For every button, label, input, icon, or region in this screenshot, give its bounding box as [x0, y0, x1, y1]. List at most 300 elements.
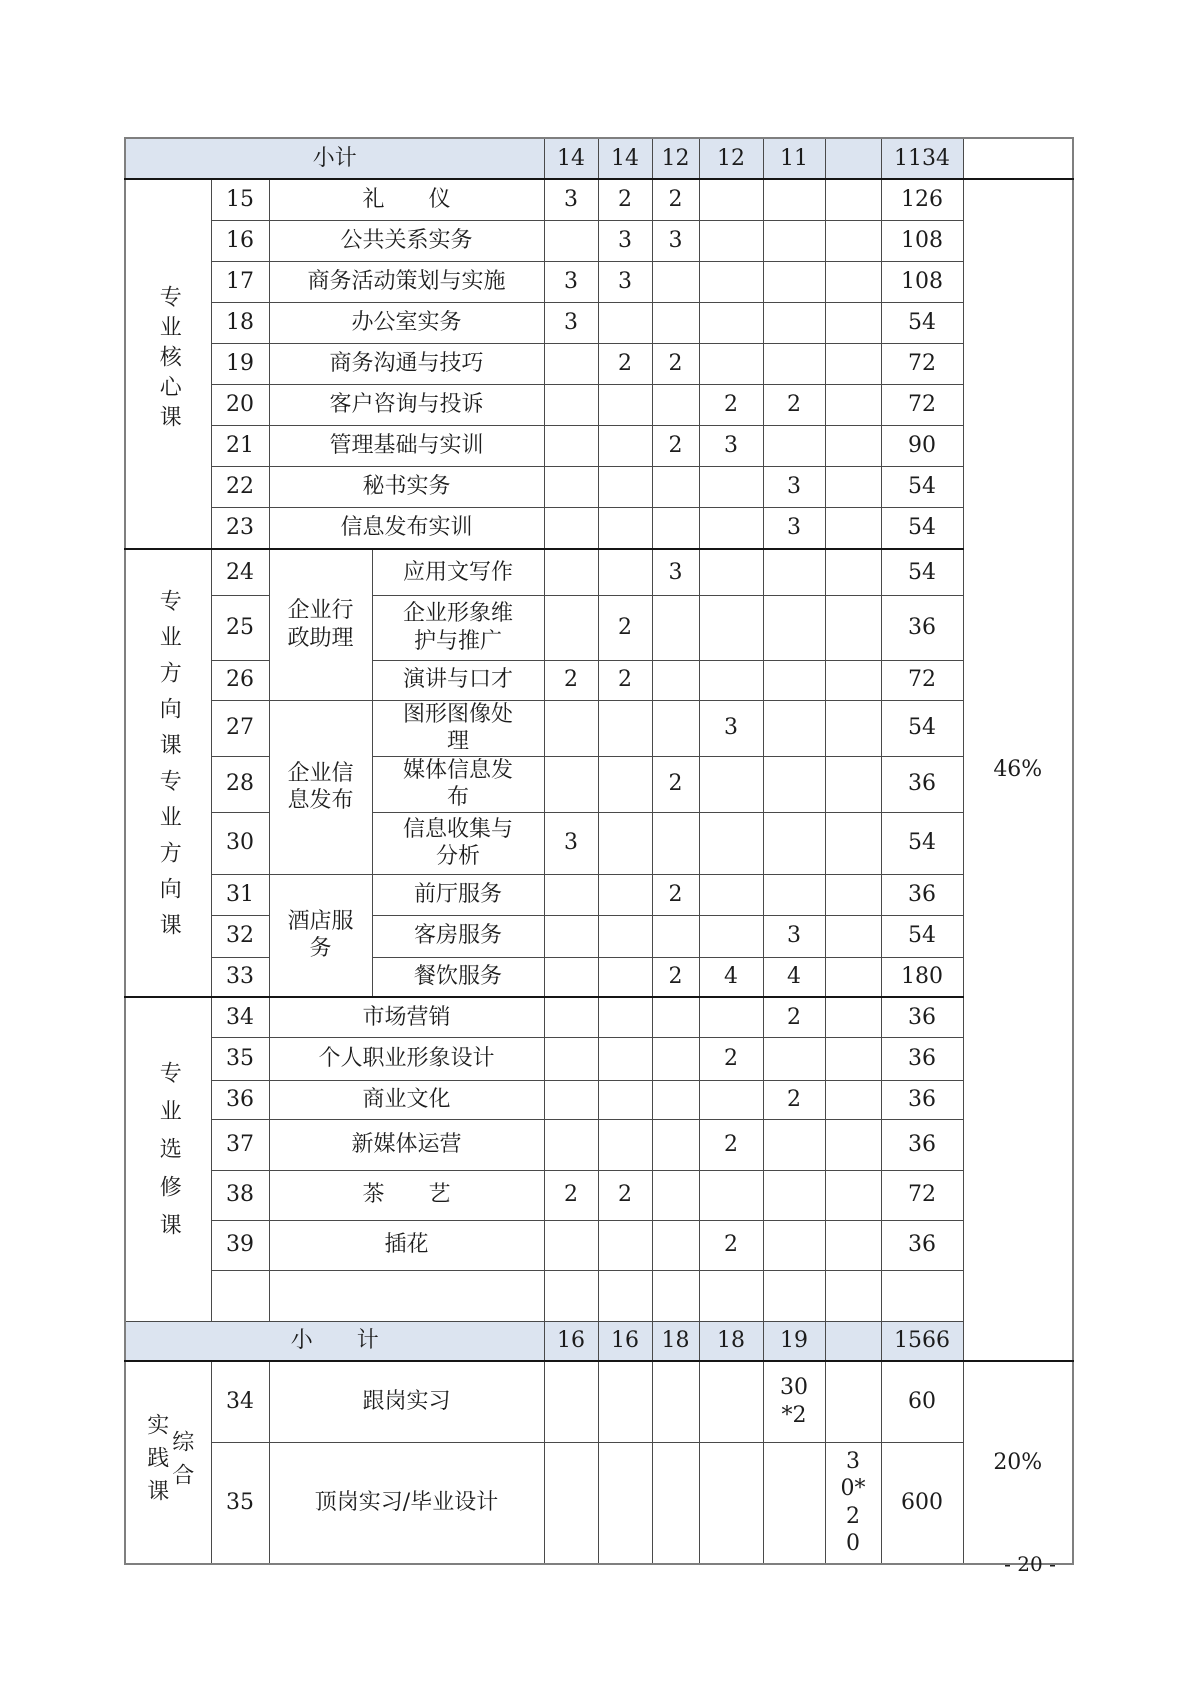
subtotal-bottom-label: 小 计	[125, 1321, 544, 1361]
course-name-cell	[269, 1270, 544, 1321]
weekly-hours-cell	[825, 1080, 881, 1119]
weekly-hours-cell	[825, 261, 881, 302]
weekly-hours-cell	[544, 549, 598, 595]
group-cell-core	[125, 179, 211, 549]
course-name-cell: 应用文写作	[372, 549, 544, 595]
table-row	[125, 343, 1073, 384]
weekly-hours-cell	[652, 466, 699, 507]
weekly-hours-cell	[652, 1080, 699, 1119]
subgroup-label: 综合	[168, 1429, 194, 1496]
page-number: - 20 -	[1004, 1552, 1056, 1576]
row-number-cell: 19	[211, 343, 269, 384]
row-number-cell: 32	[211, 915, 269, 957]
percent-cell-bottom: 20%	[963, 1361, 1073, 1564]
total-hours-cell: 54	[881, 466, 963, 507]
percent-cell-mid: 46%	[963, 179, 1073, 1361]
weekly-hours-cell	[598, 957, 652, 997]
row-number-cell: 17	[211, 261, 269, 302]
weekly-hours-cell	[825, 1442, 881, 1564]
weekly-hours-cell	[763, 343, 825, 384]
weekly-hours-cell	[652, 1119, 699, 1170]
course-name-cell: 餐饮服务	[372, 957, 544, 997]
weekly-hours-cell	[825, 425, 881, 466]
weekly-hours-cell	[825, 384, 881, 425]
weekly-hours-cell: 3	[598, 220, 652, 261]
weekly-hours-cell	[598, 1220, 652, 1270]
weekly-hours-cell	[763, 595, 825, 660]
weekly-hours-cell: 2	[699, 1119, 763, 1170]
total-hours-cell: 1566	[881, 1321, 963, 1361]
weekly-hours-cell	[825, 812, 881, 874]
weekly-hours-cell	[825, 1220, 881, 1270]
weekly-hours-cell: 19	[763, 1321, 825, 1361]
weekly-hours-cell	[699, 660, 763, 700]
practice-group-labels	[126, 1413, 211, 1512]
row-number-cell: 18	[211, 302, 269, 343]
total-hours-cell: 36	[881, 1080, 963, 1119]
course-name-cell: 管理基础与实训	[269, 425, 544, 466]
weekly-hours-cell	[825, 138, 881, 179]
row-number-cell: 22	[211, 466, 269, 507]
weekly-hours-cell: 18	[652, 1321, 699, 1361]
weekly-hours-cell	[652, 812, 699, 874]
table-row	[125, 1442, 1073, 1564]
weekly-hours-cell: 4	[763, 957, 825, 997]
weekly-hours-value: 30*20	[840, 1448, 866, 1557]
table-row	[125, 874, 1073, 915]
table-row	[125, 957, 1073, 997]
total-hours-cell: 54	[881, 507, 963, 549]
weekly-hours-cell	[652, 915, 699, 957]
weekly-hours-cell	[544, 997, 598, 1037]
total-hours-cell: 54	[881, 915, 963, 957]
group-label: 专业核心课	[156, 285, 182, 436]
weekly-hours-cell	[699, 466, 763, 507]
weekly-hours-cell: 11	[763, 138, 825, 179]
weekly-hours-cell	[825, 1170, 881, 1220]
weekly-hours-cell	[652, 1361, 699, 1442]
weekly-hours-cell: 2	[652, 425, 699, 466]
table-row	[125, 384, 1073, 425]
weekly-hours-cell	[763, 660, 825, 700]
weekly-hours-cell	[544, 220, 598, 261]
table-row	[125, 756, 1073, 812]
weekly-hours-cell	[825, 1119, 881, 1170]
weekly-hours-cell: 3	[544, 302, 598, 343]
total-hours-cell: 126	[881, 179, 963, 220]
weekly-hours-cell	[544, 466, 598, 507]
course-name-cell: 个人职业形象设计	[269, 1037, 544, 1080]
total-hours-cell: 36	[881, 595, 963, 660]
total-hours-cell: 90	[881, 425, 963, 466]
row-number-cell: 38	[211, 1170, 269, 1220]
weekly-hours-cell	[598, 302, 652, 343]
weekly-hours-cell	[825, 1270, 881, 1321]
weekly-hours-cell	[598, 915, 652, 957]
weekly-hours-cell	[544, 1361, 598, 1442]
weekly-hours-cell: 18	[699, 1321, 763, 1361]
weekly-hours-cell	[825, 595, 881, 660]
weekly-hours-cell	[825, 915, 881, 957]
total-hours-cell: 72	[881, 1170, 963, 1220]
weekly-hours-cell	[763, 1220, 825, 1270]
weekly-hours-cell	[825, 957, 881, 997]
weekly-hours-cell	[763, 261, 825, 302]
weekly-hours-cell	[825, 466, 881, 507]
weekly-hours-cell	[699, 343, 763, 384]
weekly-hours-cell	[598, 1270, 652, 1321]
row-number-cell: 35	[211, 1037, 269, 1080]
weekly-hours-cell: 2	[544, 660, 598, 700]
row-number-cell: 20	[211, 384, 269, 425]
weekly-hours-cell: 3	[763, 507, 825, 549]
course-name-cell: 商务沟通与技巧	[269, 343, 544, 384]
group-label: 专业方向课专业方向课	[156, 589, 182, 950]
weekly-hours-cell: 14	[598, 138, 652, 179]
row-number-cell: 36	[211, 1080, 269, 1119]
table-row	[125, 1119, 1073, 1170]
row-number-cell: 37	[211, 1119, 269, 1170]
group-cell-direction	[125, 549, 211, 997]
course-name-cell: 客房服务	[372, 915, 544, 957]
weekly-hours-cell: 14	[544, 138, 598, 179]
course-name-cell: 商业文化	[269, 1080, 544, 1119]
weekly-hours-cell	[544, 1080, 598, 1119]
weekly-hours-cell: 2	[699, 1220, 763, 1270]
weekly-hours-cell: 3	[544, 179, 598, 220]
weekly-hours-cell	[699, 1270, 763, 1321]
course-name-cell: 客户咨询与投诉	[269, 384, 544, 425]
weekly-hours-cell: 2	[544, 1170, 598, 1220]
weekly-hours-cell	[544, 507, 598, 549]
table-row	[125, 466, 1073, 507]
total-hours-cell: 36	[881, 1037, 963, 1080]
weekly-hours-cell	[699, 220, 763, 261]
weekly-hours-cell	[699, 756, 763, 812]
weekly-hours-cell	[763, 302, 825, 343]
total-hours-cell	[881, 1270, 963, 1321]
table-row	[125, 220, 1073, 261]
weekly-hours-cell	[652, 1037, 699, 1080]
weekly-hours-cell	[652, 261, 699, 302]
group-cell-practice	[125, 1361, 211, 1564]
weekly-hours-cell	[544, 915, 598, 957]
weekly-hours-cell: 3	[598, 261, 652, 302]
weekly-hours-cell: 2	[763, 384, 825, 425]
row-number-cell: 30	[211, 812, 269, 874]
weekly-hours-cell	[763, 179, 825, 220]
weekly-hours-cell	[763, 1270, 825, 1321]
row-number-cell: 25	[211, 595, 269, 660]
total-hours-cell: 60	[881, 1361, 963, 1442]
row-number-cell	[211, 1270, 269, 1321]
table-row	[125, 660, 1073, 700]
subtotal-row-bottom	[125, 1321, 1073, 1361]
weekly-hours-cell	[699, 812, 763, 874]
weekly-hours-cell	[825, 660, 881, 700]
course-name-cell: 媒体信息发布	[372, 756, 544, 812]
weekly-hours-cell	[825, 700, 881, 756]
weekly-hours-cell	[825, 302, 881, 343]
row-number-cell: 16	[211, 220, 269, 261]
total-hours-cell: 36	[881, 874, 963, 915]
weekly-hours-cell: 12	[652, 138, 699, 179]
weekly-hours-cell	[699, 874, 763, 915]
weekly-hours-cell	[699, 261, 763, 302]
total-hours-cell: 108	[881, 220, 963, 261]
weekly-hours-cell	[544, 384, 598, 425]
weekly-hours-cell	[652, 1220, 699, 1270]
weekly-hours-cell	[652, 1270, 699, 1321]
table-row	[125, 549, 1073, 595]
weekly-hours-cell: 3	[544, 261, 598, 302]
weekly-hours-cell	[699, 179, 763, 220]
total-hours-cell: 54	[881, 700, 963, 756]
weekly-hours-cell: 2	[598, 1170, 652, 1220]
table-row	[125, 1361, 1073, 1442]
table-row	[125, 302, 1073, 343]
curriculum-table	[124, 137, 1074, 1565]
weekly-hours-cell	[598, 1037, 652, 1080]
total-hours-cell: 1134	[881, 138, 963, 179]
weekly-hours-cell: 12	[699, 138, 763, 179]
weekly-hours-cell: 3	[699, 700, 763, 756]
weekly-hours-cell: 2	[598, 595, 652, 660]
course-name-cell: 信息发布实训	[269, 507, 544, 549]
course-name-cell: 新媒体运营	[269, 1119, 544, 1170]
weekly-hours-cell	[544, 1270, 598, 1321]
subgroup-cell: 企业行政助理	[269, 549, 372, 700]
row-number-cell: 33	[211, 957, 269, 997]
weekly-hours-cell	[699, 1080, 763, 1119]
weekly-hours-cell: 2	[652, 874, 699, 915]
table-row	[125, 915, 1073, 957]
group-cell-elective	[125, 997, 211, 1321]
course-name-cell: 图形图像处理	[372, 700, 544, 756]
weekly-hours-cell	[544, 343, 598, 384]
weekly-hours-cell	[825, 756, 881, 812]
course-name-cell: 前厅服务	[372, 874, 544, 915]
row-number-cell: 26	[211, 660, 269, 700]
total-hours-cell: 72	[881, 343, 963, 384]
total-hours-cell: 600	[881, 1442, 963, 1564]
course-name-cell: 市场营销	[269, 997, 544, 1037]
weekly-hours-cell	[598, 997, 652, 1037]
weekly-hours-cell	[699, 507, 763, 549]
weekly-hours-cell	[652, 700, 699, 756]
weekly-hours-cell: 2	[763, 1080, 825, 1119]
table-row	[125, 1037, 1073, 1080]
weekly-hours-cell	[699, 997, 763, 1037]
weekly-hours-cell	[544, 595, 598, 660]
weekly-hours-cell: 2	[652, 957, 699, 997]
weekly-hours-cell: 3	[699, 425, 763, 466]
weekly-hours-cell	[763, 1361, 825, 1442]
weekly-hours-cell	[652, 1170, 699, 1220]
subgroup-cell: 企业信息发布	[269, 700, 372, 874]
weekly-hours-cell	[598, 384, 652, 425]
weekly-hours-cell	[699, 1170, 763, 1220]
weekly-hours-cell: 3	[763, 915, 825, 957]
weekly-hours-cell	[598, 549, 652, 595]
weekly-hours-cell	[763, 1037, 825, 1080]
total-hours-cell: 54	[881, 812, 963, 874]
subtotal-top-label: 小计	[125, 138, 544, 179]
course-name-cell: 演讲与口才	[372, 660, 544, 700]
group-label: 专业选修课	[156, 1060, 182, 1251]
weekly-hours-cell: 3	[652, 220, 699, 261]
course-name-cell: 企业形象维护与推广	[372, 595, 544, 660]
weekly-hours-cell	[544, 700, 598, 756]
total-hours-cell: 36	[881, 1220, 963, 1270]
weekly-hours-cell	[652, 302, 699, 343]
weekly-hours-cell	[699, 595, 763, 660]
weekly-hours-cell	[763, 700, 825, 756]
curriculum-table-sheet	[124, 137, 1074, 1565]
weekly-hours-cell	[598, 700, 652, 756]
table-row	[125, 261, 1073, 302]
weekly-hours-cell	[544, 957, 598, 997]
total-hours-cell: 72	[881, 384, 963, 425]
course-name-cell: 插花	[269, 1220, 544, 1270]
weekly-hours-cell: 2	[652, 179, 699, 220]
row-number-cell: 34	[211, 997, 269, 1037]
weekly-hours-cell	[825, 997, 881, 1037]
table-row	[125, 812, 1073, 874]
weekly-hours-cell	[544, 425, 598, 466]
group-label: 实践课	[143, 1413, 169, 1512]
course-name-cell: 办公室实务	[269, 302, 544, 343]
row-number-cell: 21	[211, 425, 269, 466]
weekly-hours-cell	[825, 220, 881, 261]
row-number-cell: 34	[211, 1361, 269, 1442]
weekly-hours-cell	[763, 1119, 825, 1170]
table-row	[125, 179, 1073, 220]
table-row-empty	[125, 1270, 1073, 1321]
weekly-hours-cell: 2	[598, 343, 652, 384]
weekly-hours-cell	[763, 812, 825, 874]
course-name-cell: 信息收集与分析	[372, 812, 544, 874]
weekly-hours-cell	[763, 756, 825, 812]
weekly-hours-cell: 2	[699, 1037, 763, 1080]
course-name-cell: 跟岗实习	[269, 1361, 544, 1442]
table-row	[125, 595, 1073, 660]
weekly-hours-cell: 2	[652, 756, 699, 812]
weekly-hours-cell	[763, 1442, 825, 1564]
weekly-hours-cell	[544, 756, 598, 812]
weekly-hours-cell	[598, 425, 652, 466]
weekly-hours-cell: 16	[544, 1321, 598, 1361]
row-number-cell: 35	[211, 1442, 269, 1564]
weekly-hours-cell	[763, 220, 825, 261]
weekly-hours-cell	[763, 549, 825, 595]
weekly-hours-cell	[544, 1119, 598, 1170]
weekly-hours-cell	[699, 302, 763, 343]
weekly-hours-cell: 3	[544, 812, 598, 874]
weekly-hours-value: 30*2	[780, 1375, 809, 1428]
table-row	[125, 507, 1073, 549]
row-number-cell: 31	[211, 874, 269, 915]
weekly-hours-cell	[652, 595, 699, 660]
weekly-hours-cell	[544, 1220, 598, 1270]
course-name-cell: 秘书实务	[269, 466, 544, 507]
weekly-hours-cell: 4	[699, 957, 763, 997]
total-hours-cell: 36	[881, 756, 963, 812]
total-hours-cell: 72	[881, 660, 963, 700]
weekly-hours-cell	[825, 874, 881, 915]
weekly-hours-cell	[763, 1170, 825, 1220]
weekly-hours-cell	[598, 507, 652, 549]
row-number-cell: 28	[211, 756, 269, 812]
total-hours-cell: 54	[881, 549, 963, 595]
weekly-hours-cell: 3	[652, 549, 699, 595]
row-number-cell: 23	[211, 507, 269, 549]
percent-cell-above	[963, 138, 1073, 179]
row-number-cell: 39	[211, 1220, 269, 1270]
course-name-cell: 商务活动策划与实施	[269, 261, 544, 302]
row-number-cell: 15	[211, 179, 269, 220]
weekly-hours-cell	[763, 874, 825, 915]
weekly-hours-cell: 2	[763, 997, 825, 1037]
weekly-hours-cell: 2	[598, 179, 652, 220]
weekly-hours-cell	[652, 997, 699, 1037]
weekly-hours-cell	[544, 1442, 598, 1564]
total-hours-cell: 54	[881, 302, 963, 343]
total-hours-cell: 36	[881, 1119, 963, 1170]
weekly-hours-cell	[699, 549, 763, 595]
weekly-hours-cell	[825, 1321, 881, 1361]
weekly-hours-cell	[699, 1361, 763, 1442]
weekly-hours-cell	[652, 507, 699, 549]
weekly-hours-cell: 2	[598, 660, 652, 700]
weekly-hours-cell	[598, 874, 652, 915]
total-hours-cell: 36	[881, 997, 963, 1037]
course-name-cell: 茶 艺	[269, 1170, 544, 1220]
total-hours-cell: 108	[881, 261, 963, 302]
weekly-hours-cell	[699, 915, 763, 957]
weekly-hours-cell	[598, 466, 652, 507]
weekly-hours-cell	[825, 179, 881, 220]
row-number-cell: 27	[211, 700, 269, 756]
table-row	[125, 1080, 1073, 1119]
weekly-hours-cell	[598, 812, 652, 874]
course-name-cell: 礼 仪	[269, 179, 544, 220]
weekly-hours-cell: 3	[763, 466, 825, 507]
weekly-hours-cell	[652, 384, 699, 425]
weekly-hours-cell	[825, 1361, 881, 1442]
table-row	[125, 700, 1073, 756]
table-row	[125, 1170, 1073, 1220]
course-name-cell: 顶岗实习/毕业设计	[269, 1442, 544, 1564]
weekly-hours-cell	[825, 507, 881, 549]
weekly-hours-cell	[699, 1442, 763, 1564]
weekly-hours-cell	[598, 1442, 652, 1564]
weekly-hours-cell	[652, 660, 699, 700]
weekly-hours-cell	[825, 343, 881, 384]
weekly-hours-cell	[825, 549, 881, 595]
weekly-hours-cell	[544, 1037, 598, 1080]
weekly-hours-cell: 2	[699, 384, 763, 425]
weekly-hours-cell: 16	[598, 1321, 652, 1361]
weekly-hours-cell	[825, 1037, 881, 1080]
subgroup-cell: 酒店服务	[269, 874, 372, 997]
row-number-cell: 24	[211, 549, 269, 595]
subtotal-row-top	[125, 138, 1073, 179]
weekly-hours-cell	[598, 1119, 652, 1170]
weekly-hours-cell	[652, 1442, 699, 1564]
weekly-hours-cell	[598, 756, 652, 812]
weekly-hours-cell	[544, 874, 598, 915]
